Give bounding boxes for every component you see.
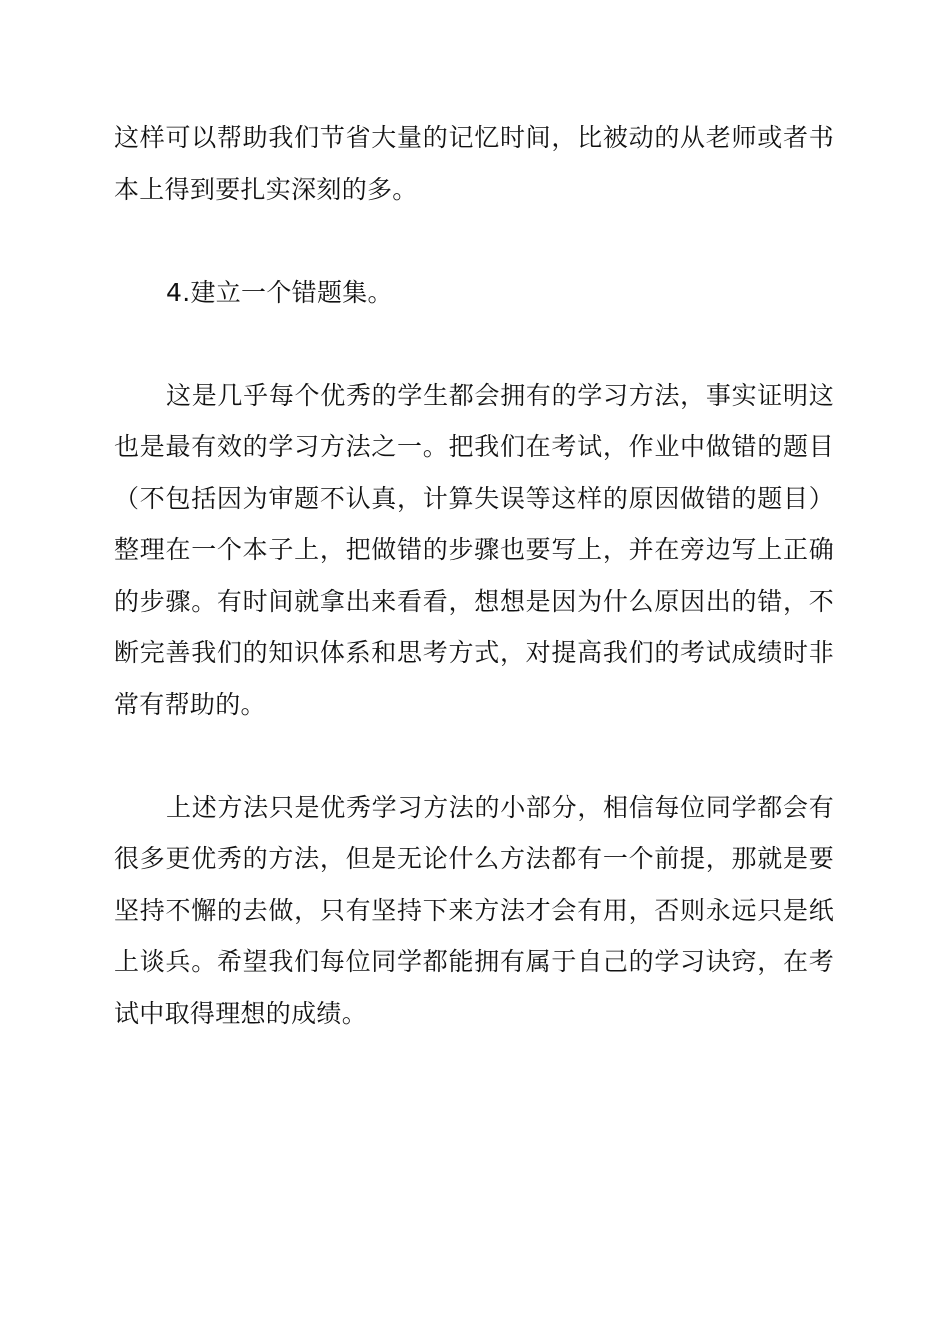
paragraph-gap xyxy=(114,215,834,267)
paragraph-conclusion: 上述方法只是优秀学习方法的小部分，相信每位同学都会有很多更优秀的方法，但是无论什么方法都有一个前提，那就是要坚持不懈的去做，只有坚持下来方法才会有用，否则永远只是纸上谈兵。希望我们每位同学都能拥有属于自己的学习诀窍，在考试中取得理想的成绩。 xyxy=(114,792,834,1028)
paragraph-error-notebook-description: 这是几乎每个优秀的学生都会拥有的学习方法，事实证明这也是最有效的学习方法之一。把我们在考试，作业中做错的题目（不包括因为审题不认真，计算失误等这样的原因做错的题目）整理在一个本子上，把做错的步骤也要写上，并在旁边写上正确的步骤。有时间就拿出来看看，想想是因为什么原因出的错，不断完善我们的知识体系和思考方式，对提高我们的考试成绩时非常有帮助的。 xyxy=(114,380,834,719)
paragraph-gap xyxy=(114,730,834,782)
section-heading-error-notebook: 4.建立一个错题集。 xyxy=(166,277,393,307)
paragraph-gap xyxy=(114,318,834,370)
document-body xyxy=(114,112,834,1039)
paragraph-continuation: 这样可以帮助我们节省大量的记忆时间，比被动的从老师或者书本上得到要扎实深刻的多。 xyxy=(114,123,834,204)
